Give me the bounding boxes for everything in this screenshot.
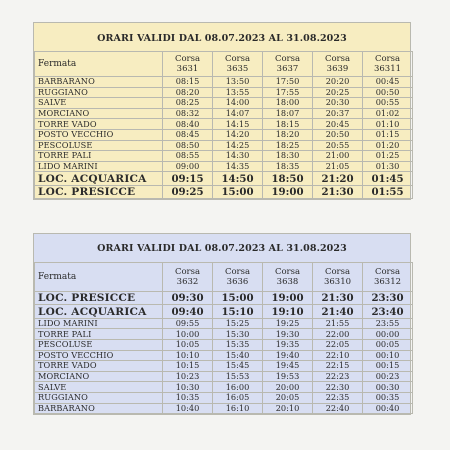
stop-name: LIDO MARINI [35, 318, 163, 329]
departure-time: 23:30 [363, 292, 413, 305]
table-row [35, 339, 413, 350]
departure-time: 22:10 [313, 350, 363, 361]
departure-time: 00:45 [363, 77, 413, 88]
departure-time: 22:15 [313, 361, 363, 372]
stop-name: BARBARANO [35, 403, 163, 414]
run-label: Corsa [174, 267, 201, 277]
run-label: Corsa [374, 54, 401, 64]
departure-time: 14:50 [213, 172, 263, 185]
run-number: 3631 [176, 64, 199, 74]
departure-time: 01:30 [363, 161, 413, 172]
table-row [35, 392, 413, 403]
stop-name: POSTO VECCHIO [35, 350, 163, 361]
run-number: 36311 [373, 64, 402, 74]
departure-time: 14:07 [213, 108, 263, 119]
departure-time: 01:25 [363, 151, 413, 162]
departure-time: 19:10 [263, 305, 313, 318]
table-row [35, 329, 413, 340]
departure-time: 00:05 [363, 339, 413, 350]
departure-time: 18:30 [263, 151, 313, 162]
departure-time: 09:30 [163, 292, 213, 305]
table-row [35, 172, 413, 185]
departure-time: 20:30 [313, 98, 363, 109]
departure-time: 08:55 [163, 151, 213, 162]
run-number: 3637 [276, 64, 299, 74]
departure-time: 21:05 [313, 161, 363, 172]
run-column-header [263, 52, 313, 77]
departure-time: 20:55 [313, 140, 363, 151]
stop-name: RUGGIANO [35, 87, 163, 98]
departure-time: 01:02 [363, 108, 413, 119]
departure-time: 00:55 [363, 98, 413, 109]
departure-time: 14:15 [213, 119, 263, 130]
departure-time: 22:05 [313, 339, 363, 350]
table-row [35, 318, 413, 329]
departure-time: 10:30 [163, 382, 213, 393]
departure-time: 15:40 [213, 350, 263, 361]
header-row [35, 263, 413, 292]
departure-time: 19:00 [263, 185, 313, 198]
run-column-header [163, 52, 213, 77]
departure-time: 18:25 [263, 140, 313, 151]
stop-column-header: Fermata [35, 263, 163, 292]
departure-time: 00:50 [363, 87, 413, 98]
departure-time: 22:00 [313, 329, 363, 340]
departure-time: 14:00 [213, 98, 263, 109]
departure-time: 21:20 [313, 172, 363, 185]
departure-time: 21:30 [313, 185, 363, 198]
table-row [35, 382, 413, 393]
departure-time: 21:30 [313, 292, 363, 305]
table-row [35, 161, 413, 172]
table-row [35, 371, 413, 382]
stop-name: PESCOLUSE [35, 140, 163, 151]
run-label: Corsa [224, 54, 251, 64]
run-column-header [213, 52, 263, 77]
timetable-outbound [33, 22, 411, 200]
departure-time: 13:55 [213, 87, 263, 98]
departure-time: 13:50 [213, 77, 263, 88]
departure-time: 19:53 [263, 371, 313, 382]
departure-time: 09:15 [163, 172, 213, 185]
departure-time: 14:35 [213, 161, 263, 172]
stop-name: SALVE [35, 382, 163, 393]
departure-time: 23:40 [363, 305, 413, 318]
stop-name: TORRE VADO [35, 361, 163, 372]
departure-time: 21:00 [313, 151, 363, 162]
departure-time: 16:10 [213, 403, 263, 414]
departure-time: 18:50 [263, 172, 313, 185]
departure-time: 10:40 [163, 403, 213, 414]
stop-name: SALVE [35, 98, 163, 109]
departure-time: 20:10 [263, 403, 313, 414]
run-column-header [263, 263, 313, 292]
schedule-table [34, 262, 413, 414]
departure-time: 08:32 [163, 108, 213, 119]
departure-time: 00:30 [363, 382, 413, 393]
table-row [35, 151, 413, 162]
departure-time: 01:55 [363, 185, 413, 198]
departure-time: 08:50 [163, 140, 213, 151]
run-label: Corsa [174, 54, 201, 64]
departure-time: 20:37 [313, 108, 363, 119]
departure-time: 19:00 [263, 292, 313, 305]
departure-time: 15:00 [213, 292, 263, 305]
stop-name: LOC. ACQUARICA [35, 172, 163, 185]
departure-time: 21:55 [313, 318, 363, 329]
run-number: 3635 [226, 64, 249, 74]
table-row [35, 129, 413, 140]
run-number: 36312 [373, 277, 402, 287]
departure-time: 21:40 [313, 305, 363, 318]
departure-time: 16:00 [213, 382, 263, 393]
table-row [35, 87, 413, 98]
stop-name: MORCIANO [35, 371, 163, 382]
departure-time: 22:30 [313, 382, 363, 393]
stop-name: TORRE VADO [35, 119, 163, 130]
stop-name: LOC. ACQUARICA [35, 305, 163, 318]
departure-time: 14:30 [213, 151, 263, 162]
schedule-table [34, 51, 413, 199]
timetable-return [33, 233, 411, 415]
table-row [35, 185, 413, 198]
departure-time: 09:40 [163, 305, 213, 318]
departure-time: 18:07 [263, 108, 313, 119]
stop-column-header: Fermata [35, 52, 163, 77]
stop-name: MORCIANO [35, 108, 163, 119]
departure-time: 23:55 [363, 318, 413, 329]
departure-time: 15:25 [213, 318, 263, 329]
departure-time: 15:00 [213, 185, 263, 198]
stop-name: RUGGIANO [35, 392, 163, 403]
schedule-body [35, 77, 413, 199]
departure-time: 08:40 [163, 119, 213, 130]
departure-time: 10:15 [163, 361, 213, 372]
run-label: Corsa [374, 267, 401, 277]
run-column-header [363, 52, 413, 77]
run-label: Corsa [274, 54, 301, 64]
run-label: Corsa [324, 267, 351, 277]
departure-time: 00:23 [363, 371, 413, 382]
departure-time: 22:35 [313, 392, 363, 403]
departure-time: 19:30 [263, 329, 313, 340]
run-label: Corsa [224, 267, 251, 277]
departure-time: 10:23 [163, 371, 213, 382]
departure-time: 00:00 [363, 329, 413, 340]
departure-time: 09:00 [163, 161, 213, 172]
run-column-header [213, 263, 263, 292]
departure-time: 22:23 [313, 371, 363, 382]
table-row [35, 140, 413, 151]
departure-time: 17:50 [263, 77, 313, 88]
departure-time: 20:05 [263, 392, 313, 403]
run-number: 3636 [226, 277, 249, 287]
departure-time: 14:20 [213, 129, 263, 140]
departure-time: 00:10 [363, 350, 413, 361]
table-row [35, 119, 413, 130]
departure-time: 18:20 [263, 129, 313, 140]
departure-time: 08:15 [163, 77, 213, 88]
table-row [35, 403, 413, 414]
table-row [35, 77, 413, 88]
departure-time: 15:45 [213, 361, 263, 372]
run-label: Corsa [324, 54, 351, 64]
stop-name: PESCOLUSE [35, 339, 163, 350]
stop-name: TORRE PALI [35, 329, 163, 340]
timetable-title: ORARI VALIDI DAL 08.07.2023 AL 31.08.2023 [97, 243, 347, 254]
departure-time: 00:40 [363, 403, 413, 414]
departure-time: 10:10 [163, 350, 213, 361]
stop-name: TORRE PALI [35, 151, 163, 162]
departure-time: 01:20 [363, 140, 413, 151]
stop-name: BARBARANO [35, 77, 163, 88]
stop-name: POSTO VECCHIO [35, 129, 163, 140]
departure-time: 08:45 [163, 129, 213, 140]
run-column-header [163, 263, 213, 292]
schedule-body [35, 292, 413, 414]
run-number: 3639 [326, 64, 349, 74]
departure-time: 15:30 [213, 329, 263, 340]
departure-time: 01:15 [363, 129, 413, 140]
stop-name: LIDO MARINI [35, 161, 163, 172]
departure-time: 15:10 [213, 305, 263, 318]
run-column-header [363, 263, 413, 292]
table-row [35, 361, 413, 372]
departure-time: 16:05 [213, 392, 263, 403]
departure-time: 19:45 [263, 361, 313, 372]
departure-time: 01:10 [363, 119, 413, 130]
run-number: 36310 [323, 277, 352, 287]
departure-time: 18:00 [263, 98, 313, 109]
table-row [35, 108, 413, 119]
departure-time: 09:55 [163, 318, 213, 329]
departure-time: 19:40 [263, 350, 313, 361]
run-column-header [313, 52, 363, 77]
departure-time: 20:20 [313, 77, 363, 88]
departure-time: 17:55 [263, 87, 313, 98]
stop-name: LOC. PRESICCE [35, 292, 163, 305]
departure-time: 20:00 [263, 382, 313, 393]
departure-time: 00:35 [363, 392, 413, 403]
table-row [35, 98, 413, 109]
departure-time: 14:25 [213, 140, 263, 151]
departure-time: 20:25 [313, 87, 363, 98]
header-row [35, 52, 413, 77]
departure-time: 20:45 [313, 119, 363, 130]
departure-time: 18:15 [263, 119, 313, 130]
departure-time: 10:35 [163, 392, 213, 403]
run-column-header [313, 263, 363, 292]
departure-time: 01:45 [363, 172, 413, 185]
departure-time: 09:25 [163, 185, 213, 198]
departure-time: 10:00 [163, 329, 213, 340]
departure-time: 20:50 [313, 129, 363, 140]
table-row [35, 292, 413, 305]
run-number: 3632 [176, 277, 199, 287]
departure-time: 08:25 [163, 98, 213, 109]
departure-time: 15:53 [213, 371, 263, 382]
departure-time: 00:15 [363, 361, 413, 372]
departure-time: 19:25 [263, 318, 313, 329]
departure-time: 19:35 [263, 339, 313, 350]
run-label: Corsa [274, 267, 301, 277]
departure-time: 08:20 [163, 87, 213, 98]
departure-time: 18:35 [263, 161, 313, 172]
departure-time: 10:05 [163, 339, 213, 350]
table-row [35, 350, 413, 361]
timetable-title: ORARI VALIDI DAL 08.07.2023 AL 31.08.2023 [97, 33, 347, 44]
departure-time: 22:40 [313, 403, 363, 414]
stop-name: LOC. PRESICCE [35, 185, 163, 198]
departure-time: 15:35 [213, 339, 263, 350]
run-number: 3638 [276, 277, 299, 287]
table-row [35, 305, 413, 318]
